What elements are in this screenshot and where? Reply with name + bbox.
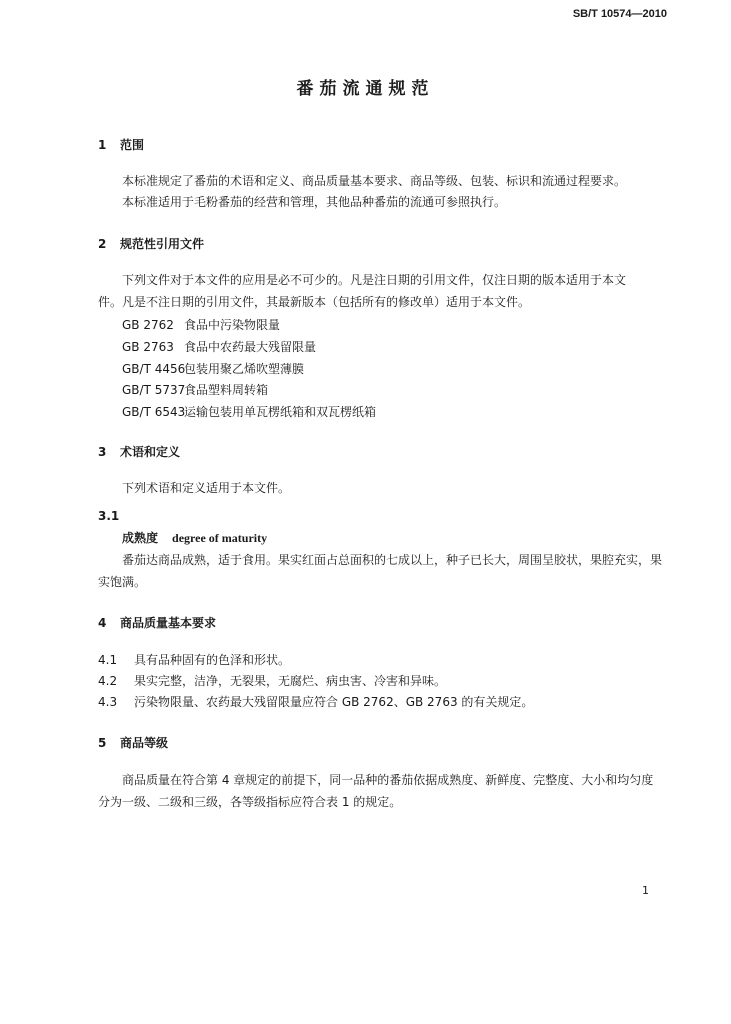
reference-name: 食品塑料周转箱 [184,383,269,397]
requirement-item [98,672,446,689]
section-2-heading [98,235,204,252]
reference-item [122,360,304,377]
paragraph: 本标准适用于毛粉番茄的经营和管理，其他品种番茄的流通可参照执行。 [122,195,507,209]
reference-name: 包装用聚乙烯吹塑薄膜 [184,362,305,376]
paragraph: 本标准规定了番茄的术语和定义、商品质量基本要求、商品等级、包装、标识和流通过程要求。 [122,174,627,188]
section-number: 1 [98,138,107,152]
reference-code: GB/T 4456 [122,362,186,376]
item-text: 具有品种固有的色泽和形状。 [134,653,291,667]
section-number: 4 [98,616,107,630]
definition-line: 番茄达商品成熟，适于食用。果实红面占总面积的七成以上，种子已长大，周围呈胶状，果腔充实，果 [122,553,663,567]
paragraph-line: 分为一级、二级和三级，各等级指标应符合表 1 的规定。 [98,795,402,809]
document-code: SB/T 10574—2010 [572,8,667,20]
section-title: 规范性引用文件 [120,237,205,251]
paragraph-line: 商品质量在符合第 4 章规定的前提下，同一品种的番茄依据成熟度、新鲜度、完整度、大小和均匀度 [122,773,654,787]
reference-code: GB/T 5737 [122,383,186,397]
reference-name: 运输包装用单瓦楞纸箱和双瓦楞纸箱 [184,405,377,419]
reference-item [122,403,376,420]
paragraph-line: 下列文件对于本文件的应用是必不可少的。凡是注日期的引用文件，仅注日期的版本适用于本文 [122,273,627,287]
item-number: 4.1 [98,653,118,667]
term-heading [122,529,267,546]
item-text: 污染物限量、农药最大残留限量应符合 GB 2762、GB 2763 的有关规定。 [134,695,534,709]
term-number: 3.1 [98,509,120,523]
section-number: 3 [98,445,107,459]
reference-item [122,381,268,398]
paragraph-line: 件。凡是不注日期的引用文件，其最新版本（包括所有的修改单）适用于本文件。 [98,295,531,309]
requirement-item [98,651,290,668]
reference-code: GB 2762 [122,318,174,332]
reference-item [122,338,316,355]
item-number: 4.2 [98,674,118,688]
item-text: 果实完整，洁净，无裂果，无腐烂、病虫害、冷害和异味。 [134,674,447,688]
section-3-heading [98,443,180,460]
section-title: 术语和定义 [120,445,181,459]
section-number: 5 [98,736,107,750]
reference-item [122,316,280,333]
section-4-heading [98,614,216,631]
section-title: 范围 [120,138,145,152]
definition-line: 实饱满。 [98,575,147,589]
requirement-item [98,693,533,710]
reference-name: 食品中农药最大残留限量 [184,340,317,354]
section-1-heading [98,136,144,153]
document-title: 番茄流通规范 [296,79,435,99]
term-zh: 成熟度 [122,531,159,545]
section-5-heading [98,734,168,751]
page-number: 1 [642,884,649,897]
reference-code: GB 2763 [122,340,174,354]
reference-code: GB/T 6543 [122,405,186,419]
reference-name: 食品中污染物限量 [184,318,281,332]
section-title: 商品质量基本要求 [120,616,217,630]
paragraph: 下列术语和定义适用于本文件。 [122,481,291,495]
item-number: 4.3 [98,695,118,709]
term-en: degree of maturity [172,531,268,545]
section-title: 商品等级 [120,736,169,750]
section-number: 2 [98,237,107,251]
